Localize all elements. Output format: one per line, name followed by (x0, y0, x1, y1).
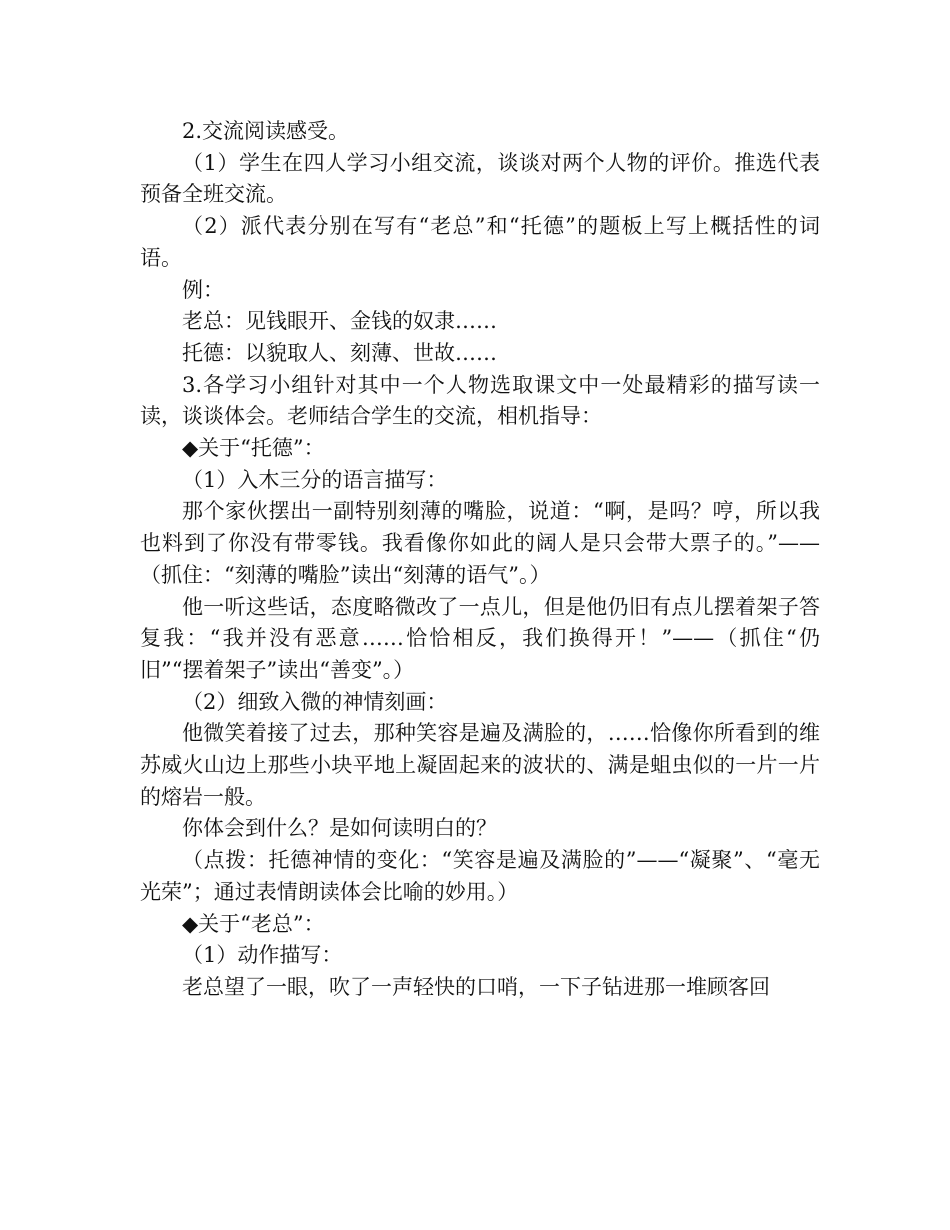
paragraph-step-1: （1）学生在四人学习小组交流，谈谈对两个人物的评价。推选代表预备全班交流。 (140, 150, 820, 207)
section-laozong: ◆关于“老总”： (182, 911, 325, 936)
example-tuode: 托德：以貌取人、刻薄、世故…… (182, 340, 497, 365)
example-label: 例： (182, 277, 224, 302)
document-page (140, 116, 820, 1004)
example-laozong: 老总：见钱眼开、金钱的奴隶…… (182, 309, 497, 334)
paragraph-step-2: （2）派代表分别在写有“老总”和“托德”的题板上写上概括性的词语。 (140, 214, 820, 270)
quote-paragraph-1: 那个家伙摆出一副特别刻薄的嘴脸，说道：“啊，是吗？哼，所以我也料到了你没有带零钱。我看像你如此的阔人是只会带大票子的。”——（抓住：“刻薄的嘴脸”读出“刻薄的语气”。） (140, 499, 820, 587)
heading-2: 2.交流阅读感受。 (182, 119, 350, 143)
hint-paragraph: （点拨：托德神情的变化：“笑容是遍及满脸的”——“凝聚”、“毫无光荣”；通过表情朗读体会比喻的妙用。） (140, 848, 820, 904)
question-paragraph: 你体会到什么？是如何读明白的？ (182, 816, 497, 841)
quote-paragraph-4: 老总望了一眼，吹了一声轻快的口哨，一下子钻进那一堆顾客回 (182, 974, 770, 999)
section-tuode: ◆关于“托德”： (182, 436, 325, 461)
quote-paragraph-2: 他一听这些话，态度略微改了一点儿，但是他仍旧有点儿摆着架子答复我：“我并没有恶意……恰恰相反，我们换得开！”——（抓住“仍旧”“摆着架子”读出“善变”。） (140, 594, 820, 682)
subheading-expression: （2）细致入微的神情刻画： (182, 689, 448, 714)
heading-3: 3.各学习小组针对其中一个人物选取课文中一处最精彩的描写读一读，谈谈体会。老师结合学生的交流，相机指导： (140, 372, 820, 429)
subheading-action: （1）动作描写： (182, 943, 343, 968)
quote-paragraph-3: 他微笑着接了过去，那种笑容是遍及满脸的，……恰像你所看到的维苏威火山边上那些小块平地上凝固起来的波状的、满是蛆虫似的一片一片的熔岩一般。 (140, 721, 820, 809)
subheading-language: （1）入木三分的语言描写： (182, 467, 448, 492)
